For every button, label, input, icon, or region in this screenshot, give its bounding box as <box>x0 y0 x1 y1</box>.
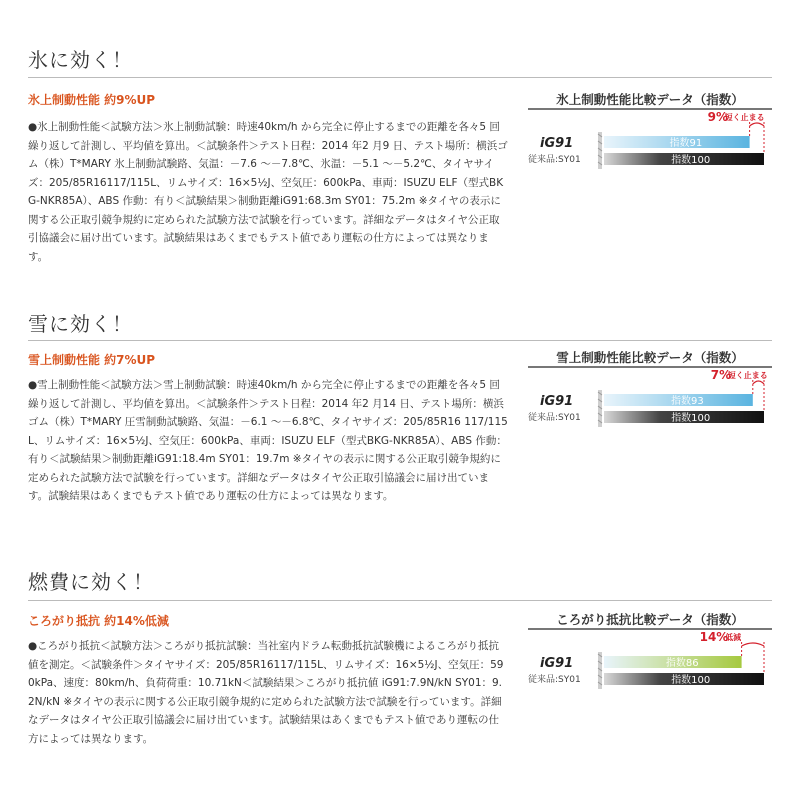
category-label-sy01: 従来品:SY01 <box>528 675 581 685</box>
section-subtitle: 雪上制動性能 約7%UP <box>28 353 156 367</box>
bar-label-sy01: 指数100 <box>671 675 711 686</box>
bar-label-sy01: 指数100 <box>671 155 711 166</box>
section-body-text: ●氷上制動性能＜試験方法＞氷上制動試験：時速40km/h から完全に停止するまでの距離を各々5 回繰り返して計測し、平均値を算出。＜試験条件＞テスト日程：2014 年2 月9 日、テスト場所：横浜ゴム（株）T*MARY 氷上制動試験路、気温：－7.6 ～－7.8℃、氷温：－5.1 ～－5.2℃、タイヤサイズ：205/85R16117/115L、リムサイズ：16×5½J、空気圧：600kPa、車両：ISUZU ELF（型式BKG-NKR85A）、ABS 作動：有り＜試験結果＞制動距離iG91:68.3m SY01：75.2m ※タイヤの表示に関する公正取引競争規約に定められた試験方法で試験を行っています。詳細なデータはタイヤ公正取引協議会に届け出ています。試験結果はあくまでもテスト値であり運転の仕方によっては異なります。 <box>28 121 508 263</box>
section-heading: 雪に効く！ <box>28 312 133 336</box>
bar-label-ig91: 指数86 <box>665 658 699 669</box>
annotation-percent: 9% <box>707 110 728 124</box>
annotation-text: 低減 <box>725 633 742 642</box>
chart-title: 雪上制動性能比較データ（指数） <box>556 350 744 365</box>
section-body-text: ●ころがり抵抗＜試験方法＞ころがり抵抗試験：当社室内ドラム転動抵抗試験機によるころがり抵抗値を測定。＜試験条件＞タイヤサイズ：205/85R16117/115L、リムサイズ：16×5½J、空気圧：590kPa、速度：80km/h、負荷荷重：10.71kN＜試験結果＞ころがり抵抗値 iG91:7.9N/kN SY01：9.2N/kN ※タイヤの表示に関する公正取引競争規約に定められた試験方法で試験を行っています。詳細なデータはタイヤ公正取引協議会に届け出ています。試験結果はあくまでもテスト値であり運転の仕方によっては異なります。 <box>28 640 504 745</box>
category-label-sy01: 従来品:SY01 <box>528 155 581 165</box>
section-heading: 燃費に効く！ <box>28 570 154 594</box>
comparison-chart <box>528 610 772 690</box>
section-subtitle: ころがり抵抗 約14%低減 <box>28 614 169 628</box>
bar-label-ig91: 指数93 <box>670 396 704 407</box>
bar-label-ig91: 指数91 <box>669 138 703 149</box>
annotation-text: 短く止まる <box>724 113 765 122</box>
category-label-sy01: 従来品:SY01 <box>528 413 581 423</box>
section-subtitle: 氷上制動性能 約9%UP <box>28 93 156 107</box>
annotation-percent: 7% <box>710 368 732 382</box>
annotation-percent: 14% <box>699 630 729 644</box>
chart-title: ころがり抵抗比較データ（指数） <box>556 612 744 627</box>
annotation-text: 短く止まる <box>727 371 768 380</box>
category-label-ig91: iG91 <box>540 656 574 671</box>
section-body-text: ●雪上制動性能＜試験方法＞雪上制動試験：時速40km/h から完全に停止するまでの距離を各々5 回繰り返して計測し、平均値を算出。＜試験条件＞テスト日程：2014 年2 月14 日、テスト場所：横浜ゴム（株）T*MARY 圧雪制動試験路、気温：－6.1 ～－6.8℃、タイヤサイズ：205/85R16 117/115L、リムサイズ：16×5½J、空気圧：600kPa、車両：ISUZU ELF（型式BKG-NKR85A）、ABS 作動：有り＜試験結果＞制動距離iG91:18.4m SY01：19.7m ※タイヤの表示に関する公正取引競争規約に定められた試験方法で試験を行っています。詳細なデータはタイヤ公正取引協議会に届け出ています。試験結果はあくまでもテスト値であり運転の仕方によっては異なります。 <box>28 379 508 502</box>
chart-svg <box>528 630 772 690</box>
annotation-bracket <box>742 643 764 646</box>
bar-label-sy01: 指数100 <box>671 413 711 424</box>
section-heading: 氷に効く！ <box>28 48 133 72</box>
section-divider <box>28 600 772 601</box>
category-label-ig91: iG91 <box>540 136 574 151</box>
chart-title: 氷上制動性能比較データ（指数） <box>556 92 744 107</box>
category-label-ig91: iG91 <box>540 394 574 409</box>
